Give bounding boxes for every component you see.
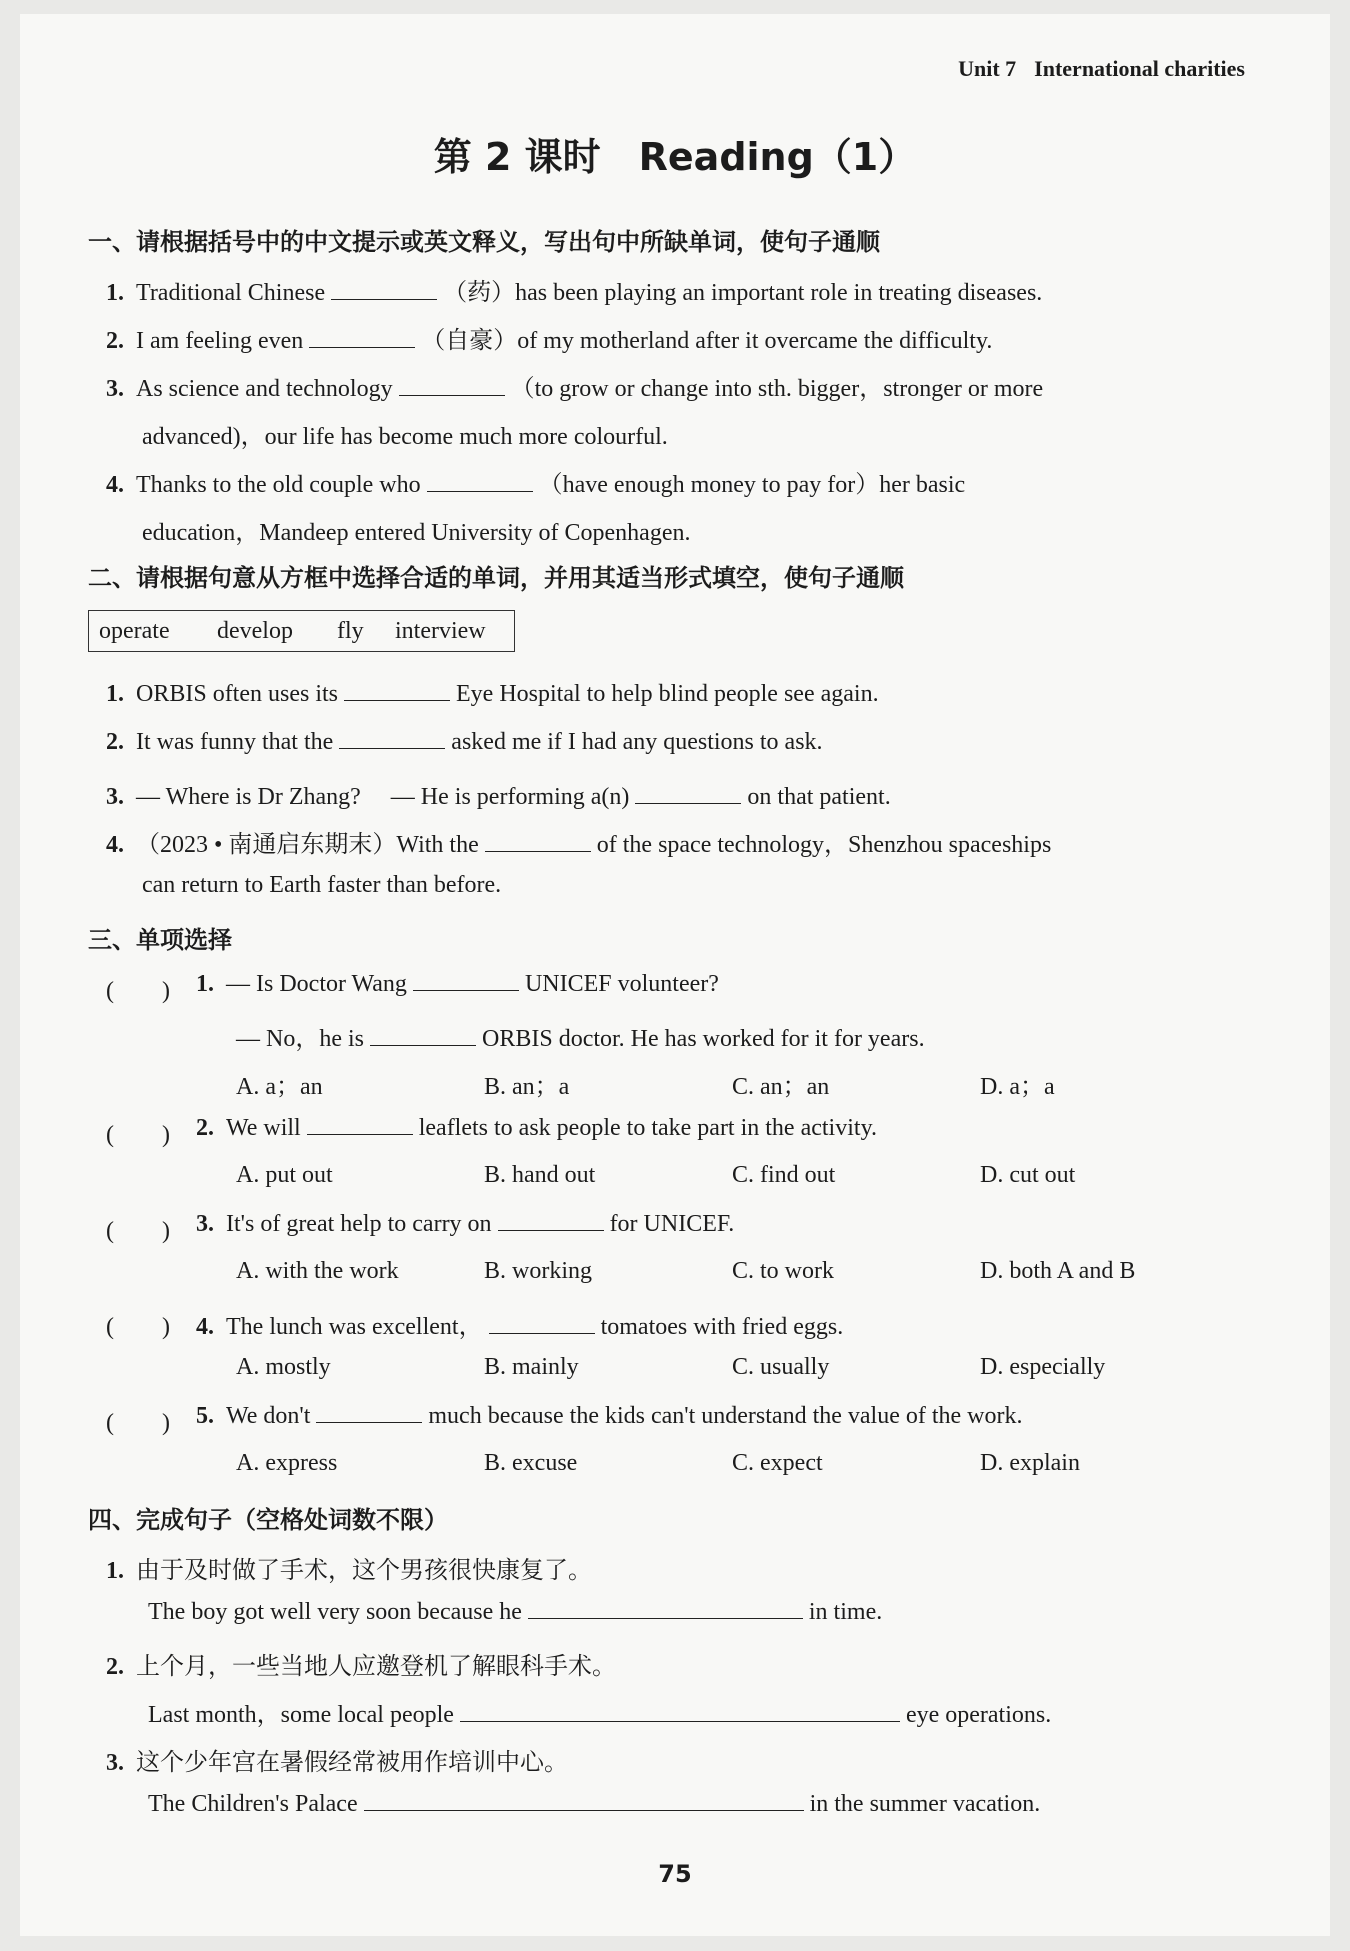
answer-blank: [413, 970, 519, 991]
option-d[interactable]: D. especially: [980, 1354, 1106, 1380]
s2-item-2: 2. It was funny that the asked me if I had any questions to ask.: [106, 729, 823, 755]
word-bank-item: operate: [99, 618, 170, 644]
word-bank-item: develop: [217, 618, 293, 644]
section-2-heading: 二、请根据句意从方框中选择合适的单词，并用其适当形式填空，使句子通顺: [88, 564, 904, 592]
s3-q1-cont: — No，he is ORBIS doctor. He has worked for it for years.: [236, 1026, 925, 1052]
answer-blank[interactable]: [364, 1790, 804, 1811]
section-1-heading: 一、请根据括号中的中文提示或英文释义，写出句中所缺单词，使句子通顺: [88, 228, 880, 256]
s2-item-4: 4. （2023 • 南通启东期末）With the of the space technology，Shenzhou spaceships: [106, 832, 1052, 858]
option-c[interactable]: C. usually: [732, 1354, 830, 1380]
section-4-heading: 四、完成句子（空格处词数不限）: [88, 1506, 448, 1534]
option-c[interactable]: C. expect: [732, 1450, 823, 1476]
option-a[interactable]: A. express: [236, 1450, 338, 1476]
answer-blank: [307, 1114, 413, 1135]
option-d[interactable]: D. cut out: [980, 1162, 1076, 1188]
answer-blank[interactable]: [309, 327, 415, 348]
option-d[interactable]: D. explain: [980, 1450, 1080, 1476]
option-b[interactable]: B. hand out: [484, 1162, 596, 1188]
option-d[interactable]: D. a；a: [980, 1074, 1055, 1100]
word-bank-box: [88, 610, 515, 652]
option-b[interactable]: B. excuse: [484, 1450, 578, 1476]
option-a[interactable]: A. mostly: [236, 1354, 331, 1380]
s1-item-4-cont: education，Mandeep entered University of Copenhagen.: [142, 520, 691, 546]
answer-parentheses[interactable]: ( ): [106, 978, 170, 1004]
s3-q5: 5. We don't much because the kids can't understand the value of the work.: [196, 1403, 1023, 1429]
option-c[interactable]: C. to work: [732, 1258, 834, 1284]
answer-blank[interactable]: [344, 680, 450, 701]
answer-parentheses[interactable]: ( ): [106, 1218, 170, 1244]
section-3-heading: 三、单项选择: [88, 926, 232, 954]
answer-blank[interactable]: [485, 831, 591, 852]
s4-item-3-cn: 3. 这个少年宫在暑假经常被用作培训中心。: [106, 1750, 568, 1776]
s2-item-1: 1. ORBIS often uses its Eye Hospital to help blind people see again.: [106, 681, 879, 707]
s2-item-4-cont: can return to Earth faster than before.: [142, 872, 502, 898]
answer-blank[interactable]: [528, 1598, 803, 1619]
unit-label: Unit 7: [958, 56, 1017, 81]
option-d[interactable]: D. both A and B: [980, 1258, 1136, 1284]
s3-q2: 2. We will leaflets to ask people to take part in the activity.: [196, 1115, 878, 1141]
s4-item-2: Last month，some local people eye operations.: [148, 1702, 1052, 1728]
option-a[interactable]: A. with the work: [236, 1258, 399, 1284]
unit-topic: International charities: [1034, 56, 1245, 81]
option-a[interactable]: A. put out: [236, 1162, 333, 1188]
answer-blank: [489, 1313, 595, 1334]
option-b[interactable]: B. an；a: [484, 1074, 570, 1100]
page-title: 第 2 课时 Reading（1）: [433, 135, 917, 179]
answer-blank: [316, 1402, 422, 1423]
answer-blank[interactable]: [427, 471, 533, 492]
s3-q4: 4. The lunch was excellent， tomatoes with fried eggs.: [196, 1314, 844, 1340]
word-bank-item: fly: [337, 618, 364, 644]
s3-q3: 3. It's of great help to carry on for UNICEF.: [196, 1211, 735, 1237]
answer-blank[interactable]: [399, 375, 505, 396]
s1-item-4: 4. Thanks to the old couple who （have enough money to pay for）her basic: [106, 472, 966, 498]
word-bank-item: interview: [395, 618, 486, 644]
option-b[interactable]: B. working: [484, 1258, 592, 1284]
answer-parentheses[interactable]: ( ): [106, 1122, 170, 1148]
s1-item-2: 2. I am feeling even （自豪）of my motherland after it overcame the difficulty.: [106, 328, 993, 354]
option-a[interactable]: A. a；an: [236, 1074, 323, 1100]
s4-item-1: The boy got well very soon because he in time.: [148, 1599, 883, 1625]
answer-blank: [498, 1210, 604, 1231]
s1-item-3: 3. As science and technology （to grow or change into sth. bigger，stronger or more: [106, 376, 1044, 402]
s4-item-3: The Children's Palace in the summer vacation.: [148, 1791, 1041, 1817]
s4-item-1-cn: 1. 由于及时做了手术，这个男孩很快康复了。: [106, 1558, 592, 1584]
answer-blank[interactable]: [635, 783, 741, 804]
answer-parentheses[interactable]: ( ): [106, 1410, 170, 1436]
s1-item-3-cont: advanced)，our life has become much more colourful.: [142, 424, 668, 450]
answer-blank[interactable]: [460, 1701, 900, 1722]
s1-item-1: 1. Traditional Chinese （药）has been playing an important role in treating diseases.: [106, 280, 1043, 306]
answer-blank[interactable]: [331, 279, 437, 300]
option-c[interactable]: C. find out: [732, 1162, 836, 1188]
running-header: [958, 56, 1245, 82]
s4-item-2-cn: 2. 上个月，一些当地人应邀登机了解眼科手术。: [106, 1654, 616, 1680]
answer-blank[interactable]: [339, 728, 445, 749]
option-c[interactable]: C. an；an: [732, 1074, 830, 1100]
page-number: 75: [658, 1860, 692, 1888]
s2-item-3: 3. — Where is Dr Zhang? — He is performing a(n) on that patient.: [106, 784, 891, 810]
option-b[interactable]: B. mainly: [484, 1354, 579, 1380]
answer-blank: [370, 1025, 476, 1046]
answer-parentheses[interactable]: ( ): [106, 1314, 170, 1340]
s3-q1: 1. — Is Doctor Wang UNICEF volunteer?: [196, 971, 719, 997]
